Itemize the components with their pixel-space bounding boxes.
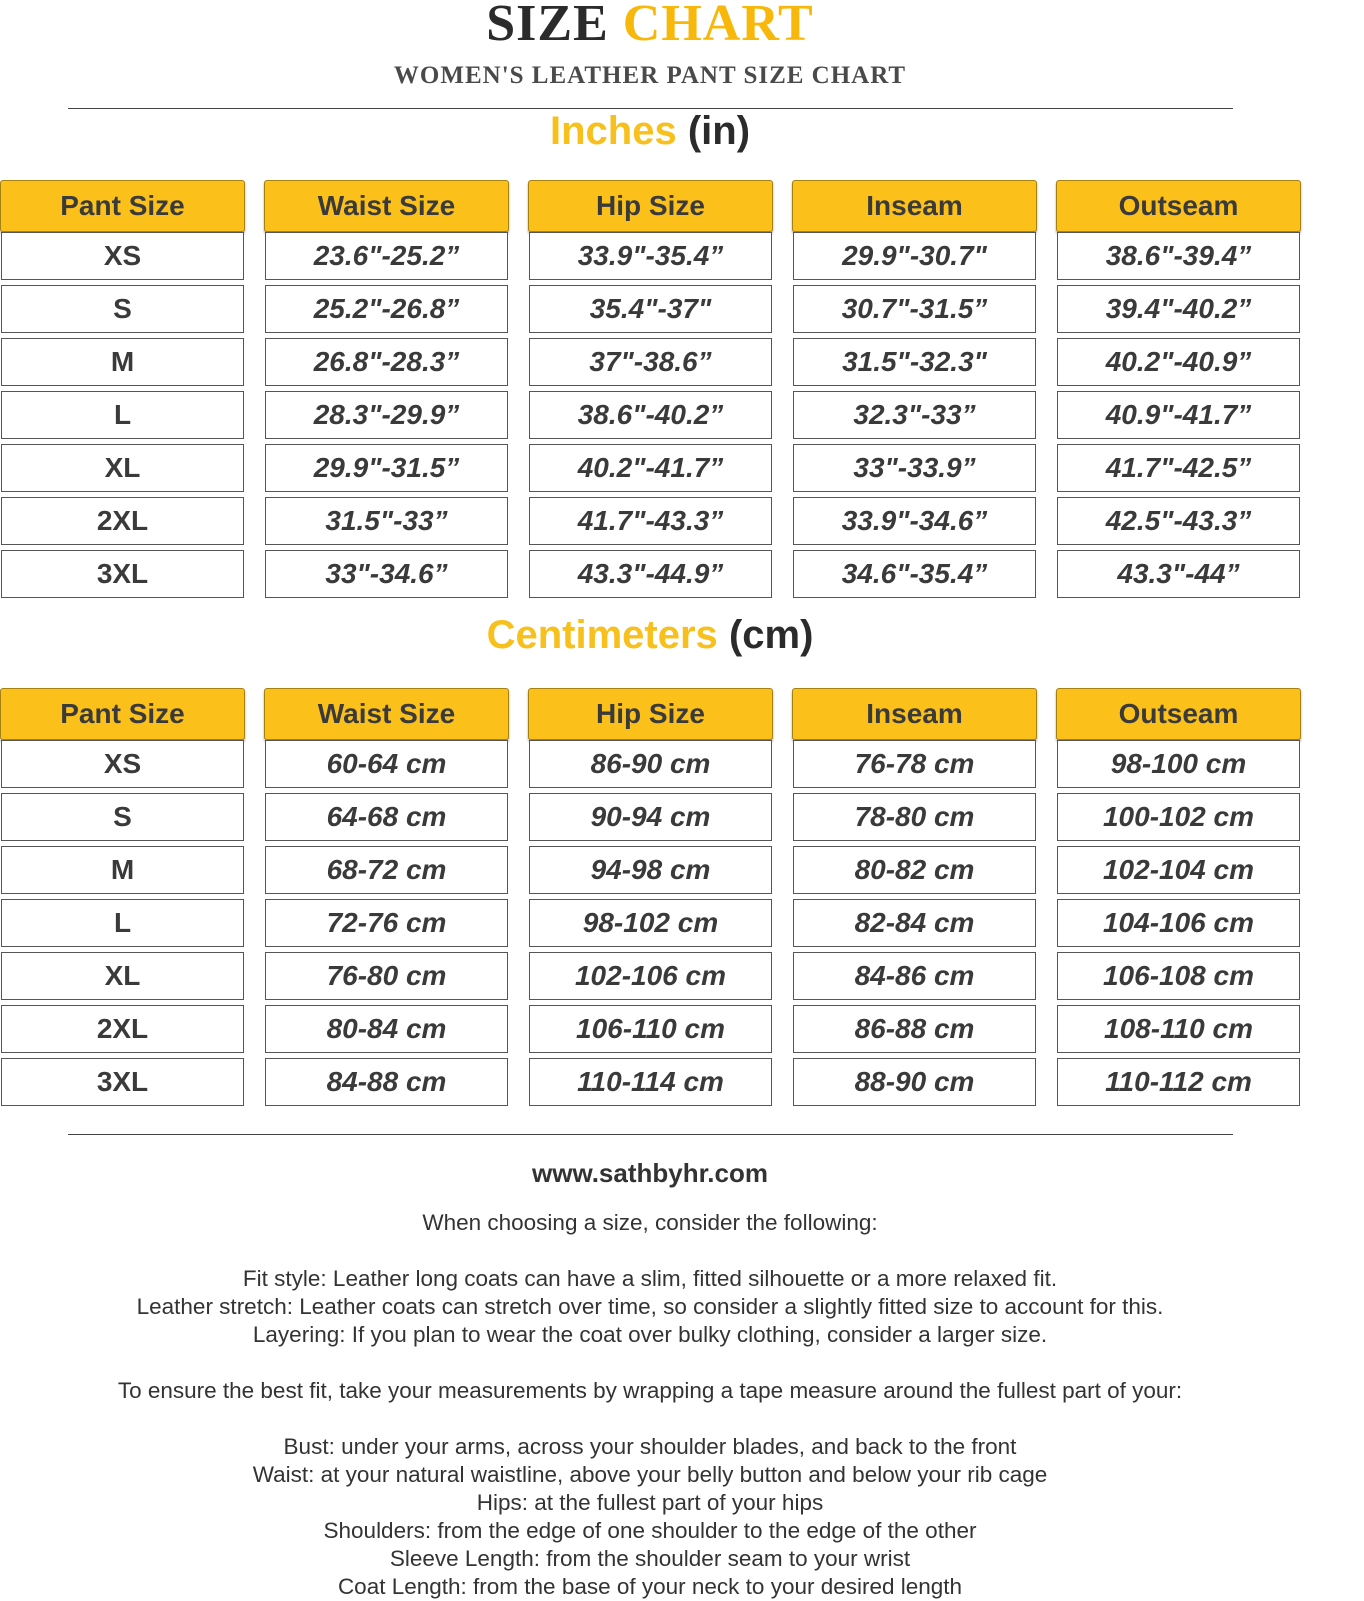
cell-hip-size: 86-90 cm xyxy=(529,740,772,788)
cell-inseam: 88-90 cm xyxy=(793,1058,1036,1106)
cell-waist-size: 84-88 cm xyxy=(265,1058,508,1106)
cell-hip-size: 33.9"-35.4” xyxy=(529,232,772,280)
header-pant-size: Pant Size xyxy=(0,180,245,232)
inches-heading xyxy=(0,108,1300,154)
cell-hip-size: 110-114 cm xyxy=(529,1058,772,1106)
page-subtitle: WOMEN'S LEATHER PANT SIZE CHART xyxy=(393,62,907,89)
cell-outseam: 43.3"-44” xyxy=(1057,550,1300,598)
cell-outseam: 106-108 cm xyxy=(1057,952,1300,1000)
cell-hip-size: 98-102 cm xyxy=(529,899,772,947)
cell-waist-size: 29.9"-31.5” xyxy=(265,444,508,492)
column-pant-size xyxy=(0,688,245,1108)
column-waist-size xyxy=(264,180,509,600)
cell-waist-size: 64-68 cm xyxy=(265,793,508,841)
cell-inseam: 33"-33.9” xyxy=(793,444,1036,492)
cell-inseam: 31.5"-32.3" xyxy=(793,338,1036,386)
cell-outseam: 41.7"-42.5” xyxy=(1057,444,1300,492)
cell-inseam: 82-84 cm xyxy=(793,899,1036,947)
inches-size-table xyxy=(0,180,1300,600)
measure-intro: To ensure the best fit, take your measurements by wrapping a tape measure around the fullest part of your: xyxy=(117,1378,1183,1403)
cell-waist-size: 26.8"-28.3” xyxy=(265,338,508,386)
fit-note-line: Leather stretch: Leather coats can stretch over time, so consider a slightly fitted size to account for this. xyxy=(136,1294,1164,1319)
cell-inseam: 29.9"-30.7" xyxy=(793,232,1036,280)
header-pant-size: Pant Size xyxy=(0,688,245,740)
cell-outseam: 42.5"-43.3” xyxy=(1057,497,1300,545)
column-outseam xyxy=(1056,180,1301,600)
cell-waist-size: 60-64 cm xyxy=(265,740,508,788)
cell-outseam: 38.6"-39.4” xyxy=(1057,232,1300,280)
centimeters-heading-word: Centimeters xyxy=(486,613,718,657)
cell-pant-size: M xyxy=(1,846,244,894)
cell-pant-size: 2XL xyxy=(1,1005,244,1053)
cell-hip-size: 43.3"-44.9” xyxy=(529,550,772,598)
cell-waist-size: 76-80 cm xyxy=(265,952,508,1000)
column-inseam xyxy=(792,180,1037,600)
cell-hip-size: 37"-38.6” xyxy=(529,338,772,386)
measure-note-line: Sleeve Length: from the shoulder seam to your wrist xyxy=(389,1546,911,1571)
cell-hip-size: 90-94 cm xyxy=(529,793,772,841)
cell-inseam: 33.9"-34.6” xyxy=(793,497,1036,545)
cell-hip-size: 41.7"-43.3” xyxy=(529,497,772,545)
cell-pant-size: XL xyxy=(1,952,244,1000)
centimeters-heading-unit: (cm) xyxy=(728,613,814,657)
cell-hip-size: 94-98 cm xyxy=(529,846,772,894)
centimeters-size-table xyxy=(0,688,1300,1108)
cell-outseam: 100-102 cm xyxy=(1057,793,1300,841)
page-title xyxy=(0,0,1300,54)
cell-hip-size: 38.6"-40.2” xyxy=(529,391,772,439)
bottom-divider xyxy=(68,1134,1233,1135)
cell-hip-size: 35.4"-37" xyxy=(529,285,772,333)
centimeters-heading xyxy=(0,612,1300,658)
header-waist-size: Waist Size xyxy=(264,180,509,232)
cell-pant-size: M xyxy=(1,338,244,386)
cell-pant-size: 3XL xyxy=(1,550,244,598)
cell-hip-size: 106-110 cm xyxy=(529,1005,772,1053)
title-word-size: SIZE xyxy=(486,0,609,52)
cell-pant-size: 3XL xyxy=(1,1058,244,1106)
cell-inseam: 84-86 cm xyxy=(793,952,1036,1000)
cell-outseam: 104-106 cm xyxy=(1057,899,1300,947)
cell-pant-size: XS xyxy=(1,740,244,788)
cell-outseam: 40.2"-40.9” xyxy=(1057,338,1300,386)
cell-outseam: 102-104 cm xyxy=(1057,846,1300,894)
header-hip-size: Hip Size xyxy=(528,688,773,740)
measure-note-line: Hips: at the fullest part of your hips xyxy=(476,1490,824,1515)
cell-pant-size: XL xyxy=(1,444,244,492)
header-waist-size: Waist Size xyxy=(264,688,509,740)
fit-notes xyxy=(0,1265,1300,1349)
cell-outseam: 108-110 cm xyxy=(1057,1005,1300,1053)
cell-inseam: 30.7"-31.5” xyxy=(793,285,1036,333)
column-waist-size xyxy=(264,688,509,1108)
notes-intro: When choosing a size, consider the following: xyxy=(422,1210,878,1235)
cell-pant-size: L xyxy=(1,391,244,439)
cell-inseam: 76-78 cm xyxy=(793,740,1036,788)
column-outseam xyxy=(1056,688,1301,1108)
cell-outseam: 40.9"-41.7” xyxy=(1057,391,1300,439)
column-hip-size xyxy=(528,688,773,1108)
cell-hip-size: 40.2"-41.7” xyxy=(529,444,772,492)
column-inseam xyxy=(792,688,1037,1108)
cell-pant-size: L xyxy=(1,899,244,947)
cell-pant-size: XS xyxy=(1,232,244,280)
cell-pant-size: 2XL xyxy=(1,497,244,545)
cell-inseam: 86-88 cm xyxy=(793,1005,1036,1053)
website-link[interactable]: www.sathbyhr.com xyxy=(532,1158,768,1188)
cell-inseam: 32.3"-33” xyxy=(793,391,1036,439)
cell-pant-size: S xyxy=(1,793,244,841)
cell-waist-size: 33"-34.6” xyxy=(265,550,508,598)
cell-waist-size: 68-72 cm xyxy=(265,846,508,894)
cell-waist-size: 80-84 cm xyxy=(265,1005,508,1053)
fit-note-line: Fit style: Leather long coats can have a slim, fitted silhouette or a more relaxed fit. xyxy=(242,1266,1058,1291)
cell-inseam: 80-82 cm xyxy=(793,846,1036,894)
inches-heading-word: Inches xyxy=(549,109,677,153)
fit-note-line: Layering: If you plan to wear the coat over bulky clothing, consider a larger size. xyxy=(252,1322,1048,1347)
header-outseam: Outseam xyxy=(1056,688,1301,740)
cell-waist-size: 72-76 cm xyxy=(265,899,508,947)
cell-waist-size: 31.5"-33” xyxy=(265,497,508,545)
measure-note-line: Bust: under your arms, across your shoulder blades, and back to the front xyxy=(283,1434,1017,1459)
measure-note-line: Coat Length: from the base of your neck to your desired length xyxy=(337,1574,963,1599)
cell-inseam: 34.6"-35.4” xyxy=(793,550,1036,598)
cell-waist-size: 23.6"-25.2” xyxy=(265,232,508,280)
measure-note-line: Waist: at your natural waistline, above your belly button and below your rib cage xyxy=(252,1462,1048,1487)
title-word-chart: CHART xyxy=(622,0,814,52)
column-hip-size xyxy=(528,180,773,600)
cell-waist-size: 25.2"-26.8” xyxy=(265,285,508,333)
header-outseam: Outseam xyxy=(1056,180,1301,232)
header-hip-size: Hip Size xyxy=(528,180,773,232)
measure-notes xyxy=(0,1433,1300,1601)
inches-heading-unit: (in) xyxy=(687,109,751,153)
cell-outseam: 98-100 cm xyxy=(1057,740,1300,788)
cell-waist-size: 28.3"-29.9” xyxy=(265,391,508,439)
header-inseam: Inseam xyxy=(792,180,1037,232)
header-inseam: Inseam xyxy=(792,688,1037,740)
cell-hip-size: 102-106 cm xyxy=(529,952,772,1000)
cell-inseam: 78-80 cm xyxy=(793,793,1036,841)
column-pant-size xyxy=(0,180,245,600)
cell-pant-size: S xyxy=(1,285,244,333)
measure-note-line: Shoulders: from the edge of one shoulder to the edge of the other xyxy=(323,1518,977,1543)
cell-outseam: 110-112 cm xyxy=(1057,1058,1300,1106)
cell-outseam: 39.4"-40.2” xyxy=(1057,285,1300,333)
